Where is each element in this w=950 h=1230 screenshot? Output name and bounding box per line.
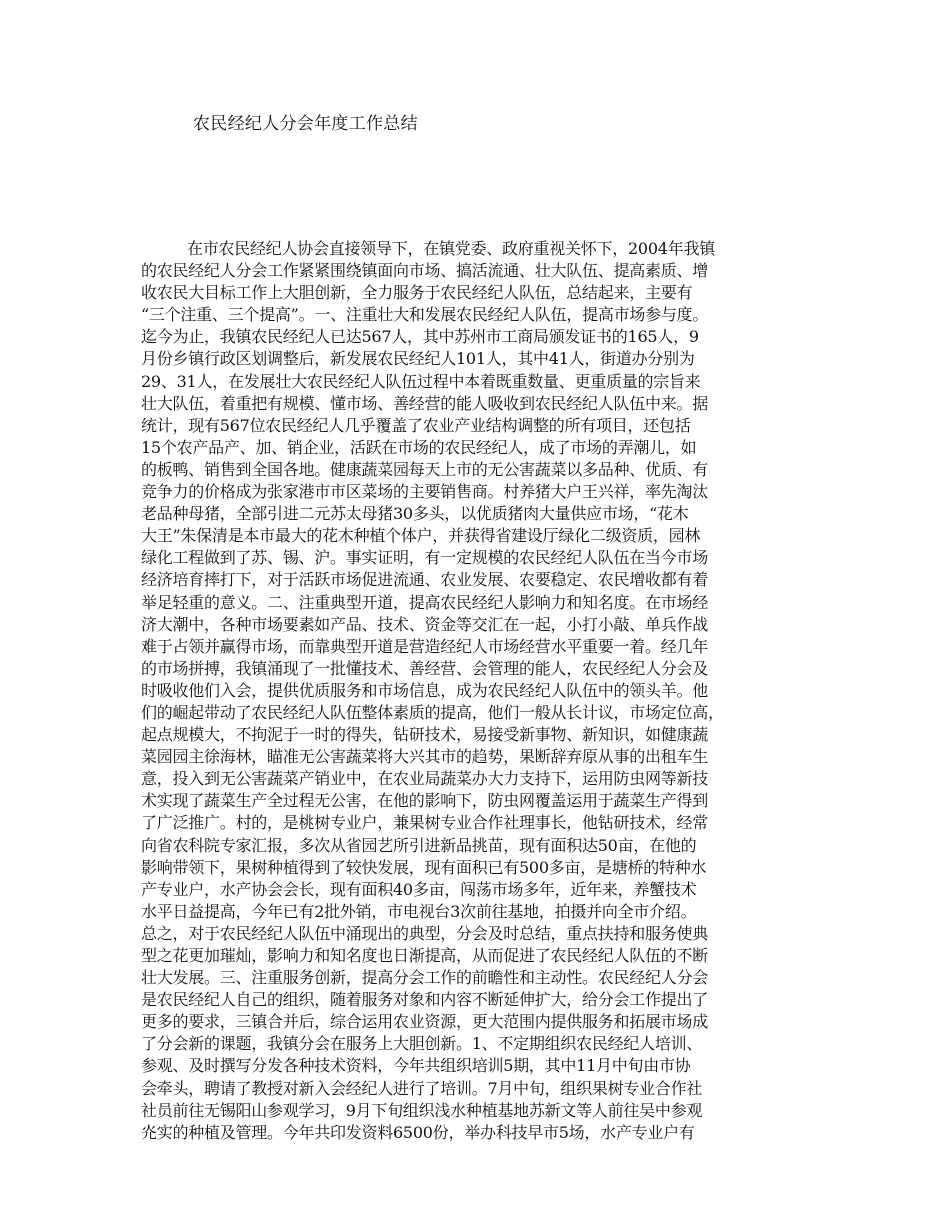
body-line-5: 迄今为止，我镇农民经纪人已达567人，其中苏州市工商局颁发证书的165人，9 — [141, 327, 699, 347]
body-line-9: 统计，现有567位农民经纪人几乎覆盖了农业产业结构调整的所有项目，还包括 — [141, 415, 691, 435]
body-line-20: 的市场拼搏，我镇涌现了一批懂技术、善经营、会管理的能人，农民经纪人分会及 — [141, 658, 709, 678]
body-line-26: 术实现了蔬菜生产全过程无公害，在他的影响下，防虫网覆盖运用于蔬菜生产得到 — [141, 791, 709, 811]
body-line-33: 型之花更加璀灿，影响力和知名度也日渐提高，从而促进了农民经纪人队伍的不断 — [141, 946, 709, 965]
body-line-6: 月份乡镇行政区划调整后，新发展农民经纪人101人，其中41人，街道办分别为 — [141, 349, 695, 369]
body-line-10: 15个农产品产、加、销企业，活跃在市场的农民经纪人，成了市场的弄潮儿，如 — [141, 437, 697, 457]
body-line-23: 起点规模大，不拘泥于一时的得失，钻研技术，易接受新事物、新知识，如健康蔬 — [141, 725, 709, 745]
body-line-39: 会牵头，聘请了教授对新入会经纪人进行了培训。7月中旬，组织果树专业合作社 — [141, 1078, 703, 1098]
body-line-22: 们的崛起带动了农民经纪人队伍整体素质的提高，他们一般从长计议，市场定位高， — [141, 702, 724, 722]
body-line-40: 社员前往无锡阳山参观学习，9月下旬组织浅水种植基地苏新文等人前往吴中参观 — [141, 1100, 703, 1120]
body-line-24: 菜园园主徐海林，瞄准无公害蔬菜将大兴其市的趋势，果断辞弃原从事的出租车生 — [141, 747, 709, 767]
document-body — [141, 238, 831, 1144]
body-line-13: 老品种母猪，全部引进二元苏太母猪30多头，以优质猪肉大量供应市场，“花木 — [141, 504, 689, 524]
body-line-34: 壮大发展。三、注重服务创新，提高分会工作的前瞻性和主动性。农民经纪人分会 — [141, 968, 709, 988]
body-line-18: 济大潮中，各种市场要素如产品、技术、资金等交汇在一起，小打小敲、单兵作战 — [141, 614, 709, 634]
body-line-12: 竞争力的价格成为张家港市市区菜场的主要销售商。村养猪大户王兴祥，率先淘汰 — [141, 482, 709, 502]
body-line-27: 了广泛推广。村的，是桃树专业户，兼果树专业合作社理事长，他钻研技术，经常 — [141, 813, 709, 833]
body-line-4: “三个注重、三个提高”。一、注重壮大和发展农民经纪人队伍，提高市场参与度。 — [141, 305, 709, 325]
body-line-14: 大王”朱保清是本市最大的花木种植个体户，并获得省建设厅绿化二级资质，园林 — [141, 526, 701, 546]
body-line-2: 的农民经纪人分会工作紧紧围绕镇面向市场、搞活流通、壮大队伍、提高素质、增 — [141, 261, 709, 281]
body-line-28: 向省农科院专家汇报，多次从省园艺所引进新品挑苗，现有面积达50亩，在他的 — [141, 835, 697, 855]
body-line-38: 参观、及时撰写分发各种技术资料，今年共组织培训5期，其中11月中旬由市协 — [141, 1056, 691, 1076]
body-line-37: 了分会新的课题，我镇分会在服务上大胆创新。1、不定期组织农民经纪人培训、 — [141, 1034, 703, 1054]
body-line-41: 灮实的种植及管理。今年共印发资料6500份，举办科技早市5场，水产专业户有 — [141, 1122, 695, 1142]
body-line-11: 的板鸭、销售到全国各地。健康蔬菜园每天上市的无公害蔬菜以多品种、优质、有 — [141, 459, 709, 479]
body-line-21: 时吸收他们入会，提供优质服务和市场信息，成为农民经纪人队伍中的领头羊。他 — [141, 680, 709, 700]
body-line-8: 壮大队伍，着重把有规模、懂市场、善经营的能人吸收到农民经纪人队伍中来。据 — [141, 393, 709, 413]
body-line-1: 在市农民经纪人协会直接领导下，在镇党委、政府重视关怀下，2004年我镇 — [187, 239, 715, 258]
body-line-25: 意，投入到无公害蔬菜产销业中，在农业局蔬菜办大力支持下，运用防虫网等新技 — [141, 769, 709, 789]
body-line-3: 收农民大目标工作上大胆创新，全力服务于农民经纪人队伍，总结起来，主要有 — [141, 283, 693, 303]
body-line-35: 是农民经纪人自己的组织，随着服务对象和内容不断延伸扩大，给分会工作提出了 — [141, 990, 709, 1010]
body-line-32: 总之，对于农民经纪人队伍中涌现出的典型，分会及时总结，重点扶持和服务使典 — [141, 923, 709, 943]
body-line-36: 更多的要求，三镇合并后，综合运用农业资源，更大范围内提供服务和拓展市场成 — [141, 1012, 709, 1032]
body-line-16: 经济培育摔打下，对于活跃市场促进流通、农业发展、农要稳定、农民增收都有着 — [141, 570, 709, 590]
body-line-29: 影响带领下，果树种植得到了较快发展，现有面积已有500多亩，是塘桥的特种水 — [141, 857, 707, 877]
body-line-15: 绿化工程做到了苏、锡、沪。事实证明，有一定规模的农民经纪人队伍在当今市场 — [141, 548, 709, 568]
document-title: 农民经纪人分会年度工作总结 — [193, 114, 418, 134]
body-line-19: 难于占领并赢得市场，而靠典型开道是营造经纪人市场经营水平重要一着。经几年 — [141, 636, 709, 656]
body-line-7: 29、31人，在发展壮大农民经纪人队伍过程中本着既重数量、更重质量的宗旨来 — [141, 371, 701, 391]
body-line-17: 举足轻重的意义。二、注重典型开道，提高农民经纪人影响力和知名度。在市场经 — [141, 592, 709, 612]
body-line-31: 水平日益提高，今年已有2批外销，市电视台3次前往基地，拍摄并向全市介绍。 — [141, 901, 697, 921]
body-line-30: 产专业户，水产协会会长，现有面积40多亩，闯荡市场多年，近年来，养蟹技术 — [141, 879, 697, 899]
